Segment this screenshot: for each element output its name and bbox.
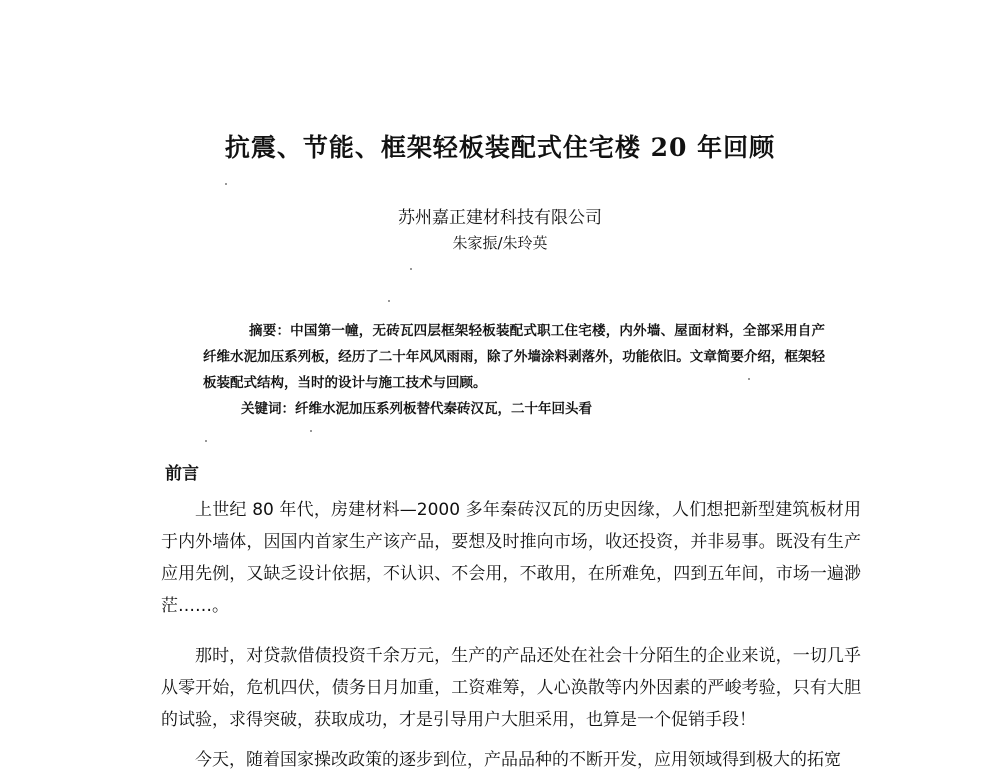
scan-speck [225,183,227,185]
paper-title: 抗震、节能、框架轻板装配式住宅楼 20 年回顾 [224,133,776,162]
scan-speck [388,300,390,302]
scan-speck [310,430,312,432]
body-paragraph: 今天，随着国家操改政策的逐步到位，产品品种的不断开发，应用领域得到极大的拓宽 [195,750,841,770]
body-paragraph: 那时，对贷款借债投资千余万元，生产的产品还处在社会十分陌生的企业来说，一切几乎从零开始，危机四伏，债务日月加重，工资难筹，人心涣散等内外因素的严峻考验，只有大胆的试验，求得突破，获取成功，才是引导用户大胆采用，也算是一个促销手段！ [161,646,861,730]
keywords-line: 关键词：纤维水泥加压系列板替代秦砖汉瓦，二十年回头看 [241,401,592,417]
author-names: 朱家振/朱玲英 [452,234,548,252]
body-paragraph: 上世纪 80 年代，房建材料—2000 多年秦砖汉瓦的历史因缘，人们想把新型建筑板材用于内外墙体，因国内首家生产该产品，要想及时推向市场，收还投资，并非易事。既没有生产应用先例，又缺乏设计依据，不认识、不会用，不敢用，在所难免，四到五年间，市场一遍渺茫……。 [161,500,861,616]
scan-speck [205,440,207,442]
scan-speck [748,378,750,380]
company-name: 苏州嘉正建材科技有限公司 [398,208,602,228]
abstract-text: 摘要：中国第一幢，无砖瓦四层框架轻板装配式职工住宅楼，内外墙、屋面材料，全部采用自产纤维水泥加压系列板，经历了二十年风风雨雨，除了外墙涂料剥落外，功能依旧。文章简要介绍，框架轻板装配式结构，当时的设计与施工技术与回顾。 [203,323,825,391]
scan-speck [410,268,412,270]
section-heading-preface: 前言 [165,464,199,484]
